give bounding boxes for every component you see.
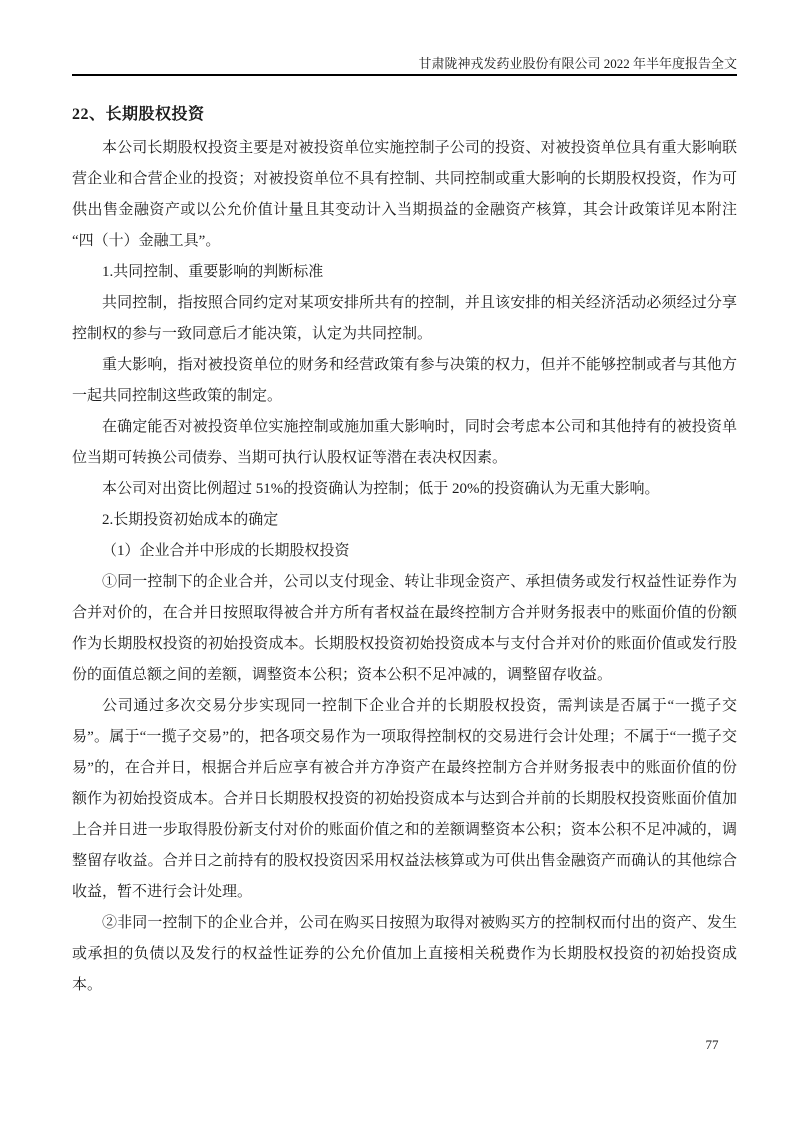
paragraph-step-transactions: 公司通过多次交易分步实现同一控制下企业合并的长期股权投资，需判读是否属于“一揽子交易”。属于“一揽子交易”的，把各项交易作为一项取得控制权的交易进行会计处理；不属于“一揽子交易”的，在合并日，根据合并后应享有被合并方净资产在最终控制方合并财务报表中的账面价值的份额作为初始投资成本。合并日长期股权投资的初始投资成本与达到合并前的长期股权投资账面价值加上合并日进一步取得股份新支付对价的账面价值之和的差额调整资本公积；资本公积不足冲减的，调整留存收益。合并日之前持有的股权投资因采用权益法核算或为可供出售金融资产而确认的其他综合收益，暂不进行会计处理。: [72, 698, 737, 900]
heading-judgment-criteria: 1.共同控制、重要影响的判断标准: [102, 264, 324, 280]
page-number: 77: [705, 1037, 719, 1052]
paragraph-non-same-control-combination: ②非同一控制下的企业合并，公司在购买日按照为取得对被购买方的控制权而付出的资产、发生或承担的负债以及发行的权益性证券的公允价值加上直接相关税费作为长期股权投资的初始投资成本。: [72, 915, 737, 993]
paragraph-potential-voting-rights: 在确定能否对被投资单位实施控制或施加重大影响时，同时会考虑本公司和其他持有的被投资单位当期可转换公司债券、当期可执行认股权证等潜在表决权因素。: [72, 419, 737, 466]
heading-initial-cost: 2.长期投资初始成本的确定: [102, 512, 279, 528]
report-header: 甘肃陇神戎发药业股份有限公司 2022 年半年度报告全文: [72, 56, 737, 76]
paragraph-significant-influence: 重大影响，指对被投资单位的财务和经营政策有参与决策的权力，但并不能够控制或者与其他方一起共同控制这些政策的制定。: [72, 357, 737, 404]
paragraph-intro: 本公司长期股权投资主要是对被投资单位实施控制子公司的投资、对被投资单位具有重大影响联营企业和合营企业的投资；对被投资单位不具有控制、共同控制或重大影响的长期股权投资，作为可供出售金融资产或以公允价值计量且其变动计入当期损益的金融资产核算，其会计政策详见本附注“四（十）金融工具”。: [72, 140, 737, 249]
heading-business-combination: （1）企业合并中形成的长期股权投资: [102, 543, 350, 559]
section-body: [72, 133, 737, 1001]
paragraph-ownership-thresholds: 本公司对出资比例超过 51%的投资确认为控制；低于 20%的投资确认为无重大影响。: [102, 481, 660, 497]
paragraph-same-control-combination: ①同一控制下的企业合并，公司以支付现金、转让非现金资产、承担债务或发行权益性证券作为合并对价的，在合并日按照取得被合并方所有者权益在最终控制方合并财务报表中的账面价值的份额作为长期股权投资的初始投资成本。长期股权投资初始投资成本与支付合并对价的账面价值或发行股份的面值总额之间的差额，调整资本公积；资本公积不足冲减的，调整留存收益。: [72, 574, 737, 683]
section-title: 22、长期股权投资: [72, 105, 205, 123]
paragraph-joint-control: 共同控制，指按照合同约定对某项安排所共有的控制，并且该安排的相关经济活动必须经过分享控制权的参与一致同意后才能决策，认定为共同控制。: [72, 295, 737, 342]
